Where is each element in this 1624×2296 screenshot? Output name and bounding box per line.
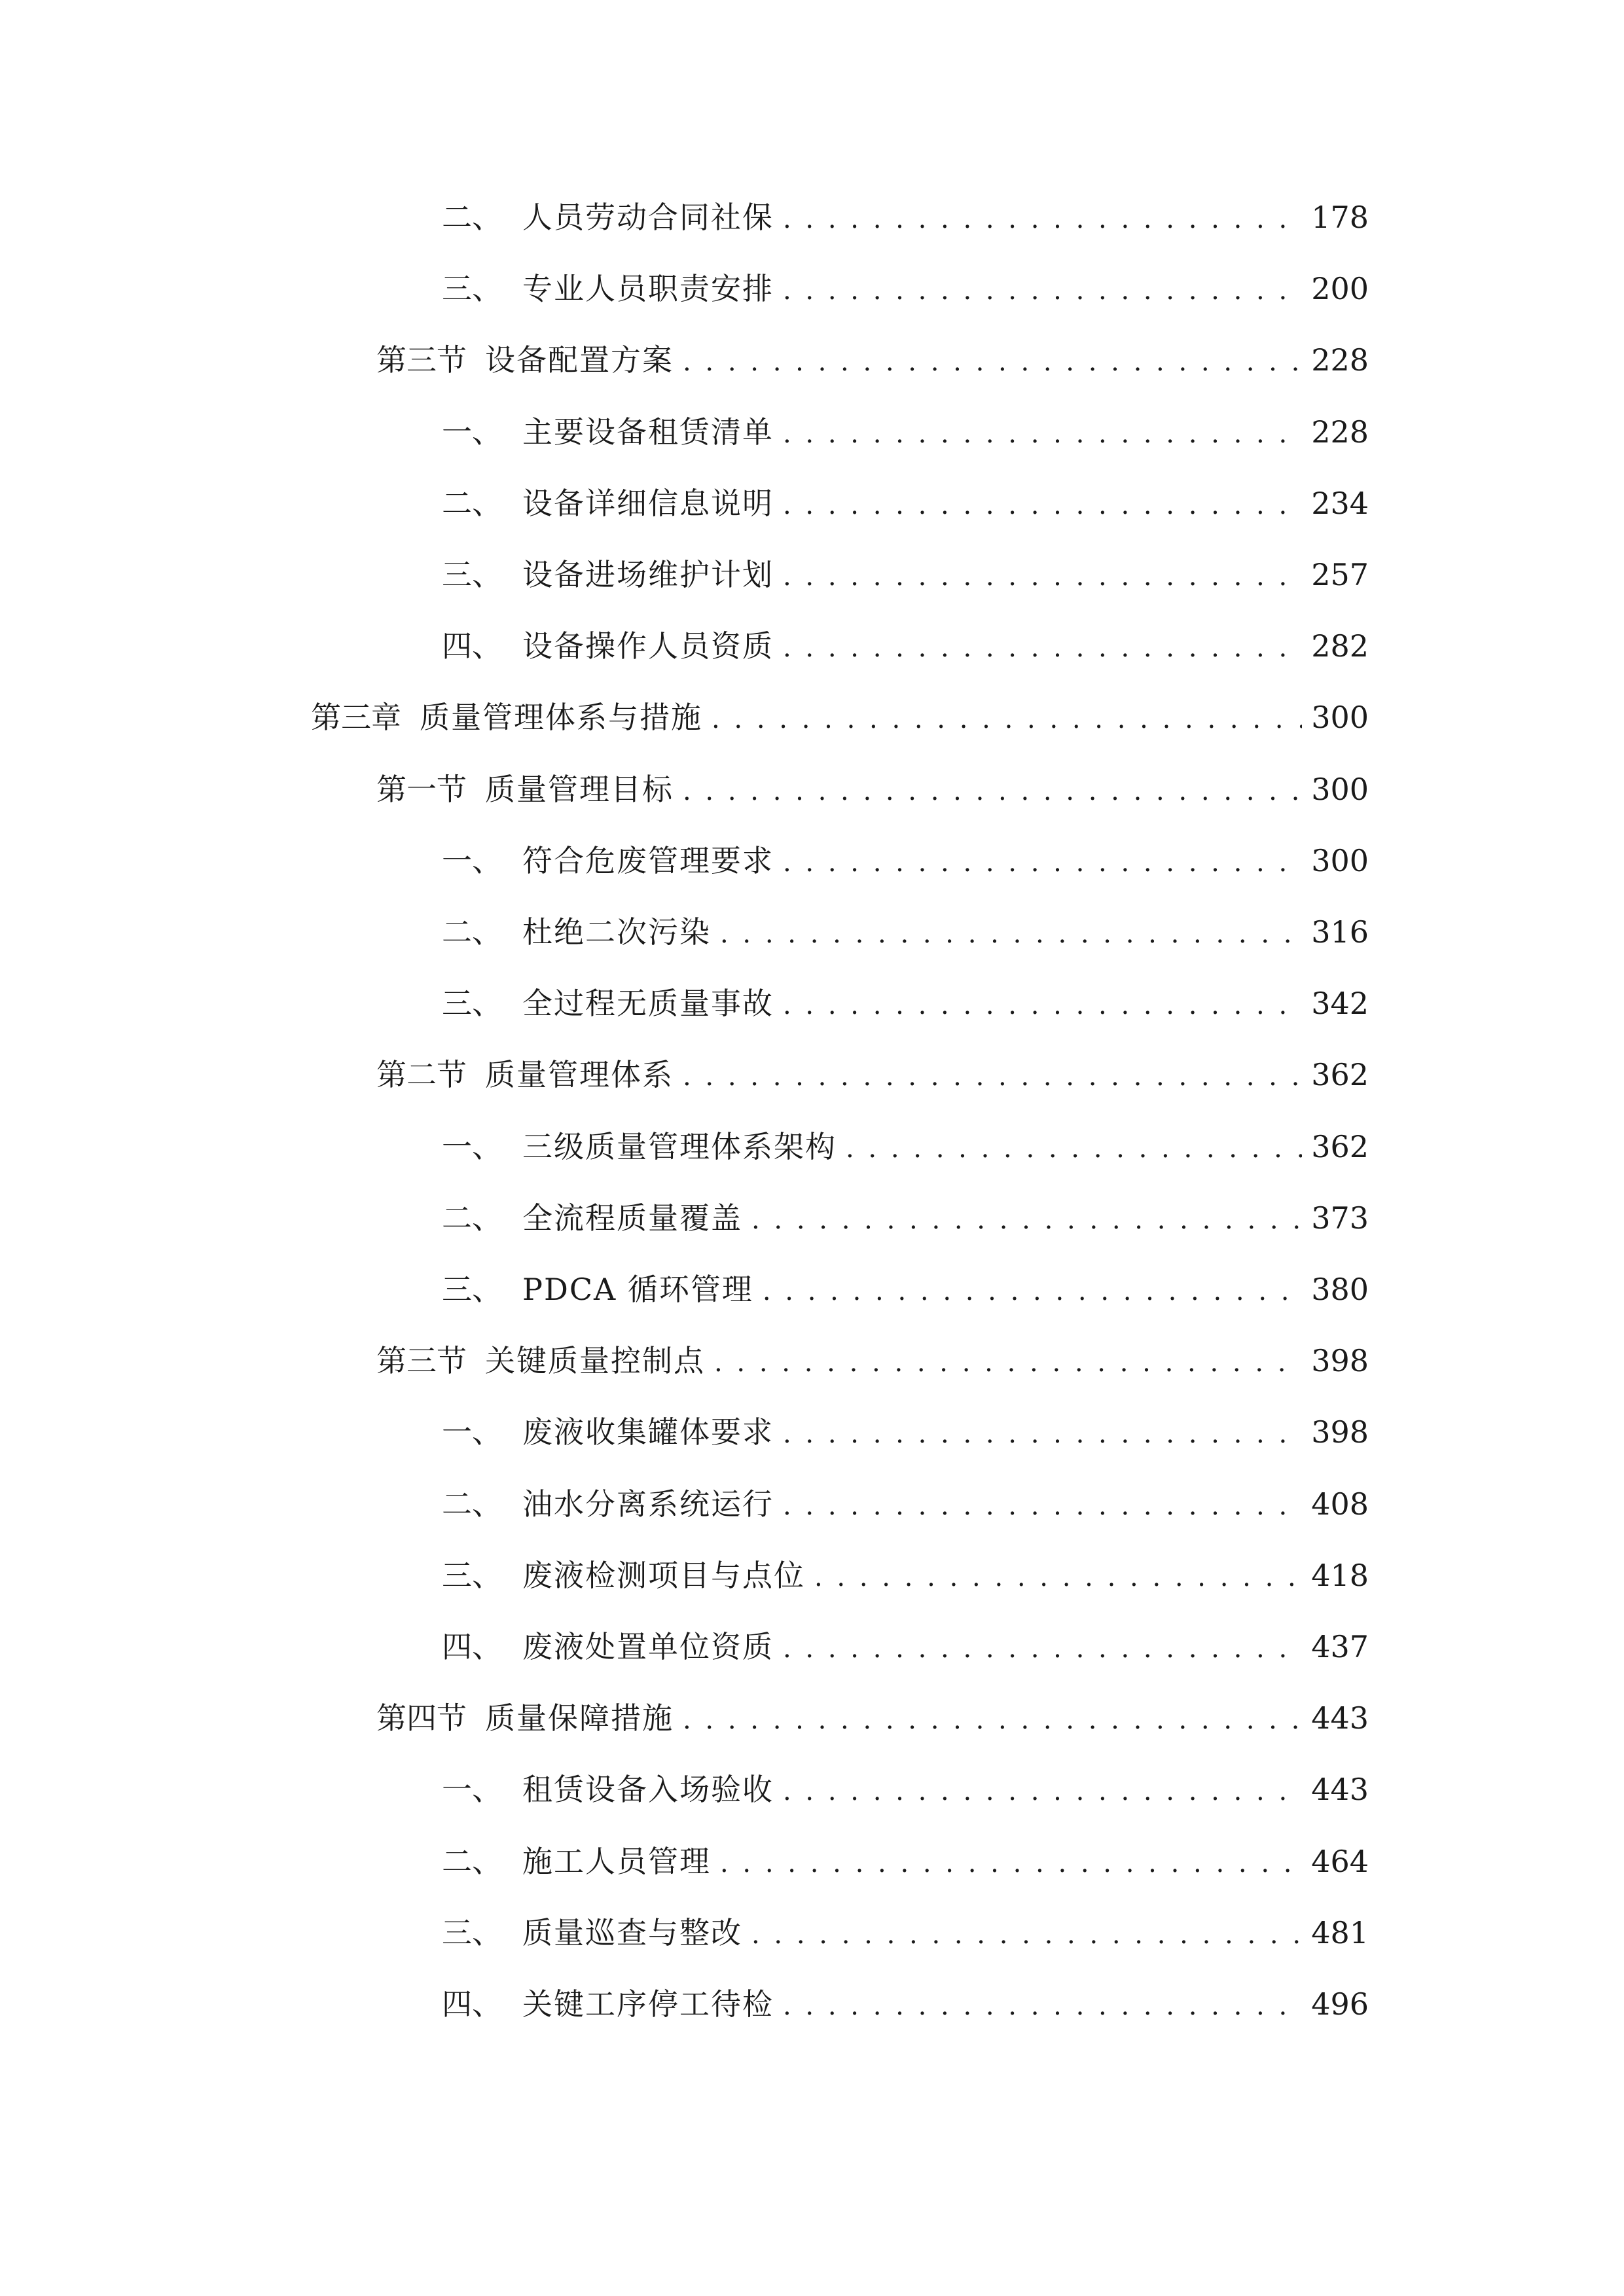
- toc-entry-number: 三、: [442, 1914, 502, 1950]
- toc-entry-number: 一、: [442, 1128, 502, 1164]
- toc-dot-leader: [783, 1408, 1302, 1460]
- toc-entry-page-number: 437: [1311, 1629, 1369, 1664]
- toc-entry-page-number: 496: [1311, 1986, 1369, 2022]
- toc-entry-number: 一、: [442, 414, 502, 450]
- toc-entry-title: PDCA 循环管理: [522, 1272, 753, 1307]
- toc-entry-page-number: 228: [1311, 342, 1369, 378]
- toc-entry[interactable]: [442, 1835, 1369, 1888]
- toc-entry-title: 质量管理体系与措施: [420, 700, 702, 736]
- toc-entry-number: 二、: [442, 200, 502, 235]
- toc-entry-page-number: 234: [1311, 485, 1369, 521]
- toc-entry-title: 全流程质量覆盖: [522, 1200, 742, 1236]
- toc-dot-leader: [783, 408, 1302, 460]
- toc-entry-page-number: 342: [1311, 986, 1369, 1022]
- toc-entry-title: 废液处置单位资质: [522, 1629, 774, 1664]
- toc-dot-leader: [683, 1694, 1302, 1746]
- toc-entry[interactable]: [311, 691, 1369, 744]
- toc-dot-leader: [683, 336, 1302, 388]
- toc-entry-title: 全过程无质量事故: [522, 986, 774, 1022]
- toc-dot-leader: [814, 1551, 1302, 1604]
- toc-entry[interactable]: [442, 548, 1369, 601]
- toc-entry-title: 废液收集罐体要求: [522, 1414, 774, 1450]
- toc-entry-title: 设备操作人员资质: [522, 628, 774, 664]
- toc-entry[interactable]: [376, 1692, 1369, 1744]
- toc-entry-page-number: 228: [1311, 414, 1369, 450]
- toc-entry-page-number: 398: [1311, 1343, 1369, 1379]
- toc-entry[interactable]: [442, 1549, 1369, 1602]
- toc-dot-leader: [712, 693, 1302, 745]
- toc-dot-leader: [783, 979, 1302, 1031]
- toc-entry-title: 主要设备租赁清单: [522, 414, 774, 450]
- toc-entry-title: 油水分离系统运行: [522, 1486, 774, 1522]
- toc-entry[interactable]: [442, 1478, 1369, 1530]
- toc-entry[interactable]: [442, 1763, 1369, 1816]
- toc-entry-number: 三、: [442, 1557, 502, 1593]
- toc-dot-leader: [783, 193, 1302, 245]
- toc-dot-leader: [683, 1050, 1302, 1103]
- toc-entry[interactable]: [442, 620, 1369, 672]
- toc-entry-page-number: 398: [1311, 1414, 1369, 1450]
- toc-entry-number: 三、: [442, 986, 502, 1022]
- toc-dot-leader: [783, 1623, 1302, 1675]
- toc-entry[interactable]: [442, 262, 1369, 315]
- toc-dot-leader: [783, 479, 1302, 531]
- toc-entry-number: 第二节: [376, 1057, 467, 1093]
- toc-entry-page-number: 282: [1311, 628, 1369, 664]
- toc-dot-leader: [683, 765, 1302, 817]
- toc-entry-page-number: 257: [1311, 557, 1369, 592]
- toc-entry[interactable]: [376, 1049, 1369, 1101]
- toc-entry[interactable]: [442, 1978, 1369, 2030]
- toc-dot-leader: [720, 1837, 1302, 1890]
- toc-entry[interactable]: [442, 906, 1369, 958]
- toc-entry-title: 施工人员管理: [522, 1843, 711, 1879]
- toc-entry-number: 三、: [442, 271, 502, 307]
- toc-entry-title: 设备详细信息说明: [522, 485, 774, 521]
- toc-entry[interactable]: [442, 1406, 1369, 1458]
- toc-entry-title: 专业人员职责安排: [522, 271, 774, 307]
- toc-entry-number: 第三节: [376, 342, 467, 378]
- toc-dot-leader: [751, 1194, 1302, 1246]
- toc-entry-page-number: 443: [1311, 1700, 1369, 1736]
- toc-entry-number: 四、: [442, 1986, 502, 2022]
- toc-entry-page-number: 200: [1311, 271, 1369, 307]
- toc-dot-leader: [763, 1265, 1302, 1318]
- toc-entry-number: 二、: [442, 914, 502, 950]
- toc-dot-leader: [783, 836, 1302, 889]
- toc-entry-page-number: 443: [1311, 1772, 1369, 1808]
- toc-entry-number: 四、: [442, 1629, 502, 1664]
- toc-entry[interactable]: [442, 1263, 1369, 1316]
- toc-entry-title: 杜绝二次污染: [522, 914, 711, 950]
- toc-entry[interactable]: [442, 1907, 1369, 1959]
- toc-entry-title: 符合危废管理要求: [522, 842, 774, 878]
- toc-entry-page-number: 408: [1311, 1486, 1369, 1522]
- toc-entry-title: 三级质量管理体系架构: [522, 1128, 837, 1164]
- toc-entry-title: 质量巡查与整改: [522, 1914, 742, 1950]
- toc-dot-leader: [846, 1122, 1302, 1175]
- toc-entry-title: 关键工序停工待检: [522, 1986, 774, 2022]
- toc-entry-title: 关键质量控制点: [485, 1343, 705, 1379]
- toc-entry-title: 废液检测项目与点位: [522, 1557, 805, 1593]
- toc-entry-page-number: 362: [1311, 1057, 1369, 1093]
- toc-entry-title: 设备进场维护计划: [522, 557, 774, 592]
- toc-entry[interactable]: [376, 1335, 1369, 1387]
- toc-dot-leader: [783, 622, 1302, 674]
- toc-entry-page-number: 464: [1311, 1843, 1369, 1879]
- toc-entry-title: 设备配置方案: [485, 342, 674, 378]
- toc-entry[interactable]: [442, 977, 1369, 1030]
- toc-entry-number: 三、: [442, 557, 502, 592]
- toc-entry[interactable]: [442, 191, 1369, 243]
- toc-entry-page-number: 380: [1311, 1272, 1369, 1307]
- toc-entry-number: 二、: [442, 485, 502, 521]
- toc-entry-number: 四、: [442, 628, 502, 664]
- toc-dot-leader: [783, 1765, 1302, 1818]
- toc-dot-leader: [714, 1336, 1302, 1389]
- toc-entry-number: 一、: [442, 1772, 502, 1808]
- toc-entry-page-number: 418: [1311, 1557, 1369, 1593]
- toc-entry[interactable]: [442, 1192, 1369, 1244]
- toc-entry-number: 二、: [442, 1843, 502, 1879]
- toc-entry-number: 一、: [442, 842, 502, 878]
- toc-entry-page-number: 300: [1311, 842, 1369, 878]
- toc-dot-leader: [751, 1909, 1302, 1961]
- toc-dot-leader: [783, 550, 1302, 603]
- toc-dot-leader: [783, 1480, 1302, 1532]
- toc-entry-number: 第一节: [376, 771, 467, 807]
- toc-entry-number: 三、: [442, 1272, 502, 1307]
- toc-entry[interactable]: [376, 763, 1369, 816]
- toc-entry-number: 二、: [442, 1200, 502, 1236]
- toc-entry-page-number: 373: [1311, 1200, 1369, 1236]
- toc-entry-page-number: 300: [1311, 771, 1369, 807]
- toc-entry[interactable]: [442, 477, 1369, 529]
- toc-dot-leader: [783, 1980, 1302, 2032]
- toc-entry[interactable]: [442, 834, 1369, 887]
- toc-entry[interactable]: [442, 1621, 1369, 1673]
- toc-entry-page-number: 300: [1311, 700, 1369, 736]
- toc-entry-number: 第三节: [376, 1343, 467, 1379]
- toc-entry[interactable]: [442, 1121, 1369, 1173]
- toc-entry[interactable]: [442, 406, 1369, 458]
- toc-entry-number: 一、: [442, 1414, 502, 1450]
- toc-entry-title: 质量管理体系: [485, 1057, 674, 1093]
- toc-dot-leader: [783, 264, 1302, 317]
- toc-entry[interactable]: [376, 334, 1369, 386]
- toc-entry-title: 质量保障措施: [485, 1700, 674, 1736]
- toc-entry-number: 第三章: [311, 700, 401, 736]
- toc-entry-number: 二、: [442, 1486, 502, 1522]
- toc-entry-page-number: 316: [1311, 914, 1369, 950]
- toc-entry-page-number: 481: [1311, 1914, 1369, 1950]
- toc-entry-page-number: 362: [1311, 1128, 1369, 1164]
- toc-dot-leader: [720, 908, 1302, 960]
- toc-entry-page-number: 178: [1311, 200, 1369, 235]
- toc-entry-number: 第四节: [376, 1700, 467, 1736]
- toc-entry-title: 租赁设备入场验收: [522, 1772, 774, 1808]
- toc-entry-title: 人员劳动合同社保: [522, 200, 774, 235]
- toc-entry-title: 质量管理目标: [485, 771, 674, 807]
